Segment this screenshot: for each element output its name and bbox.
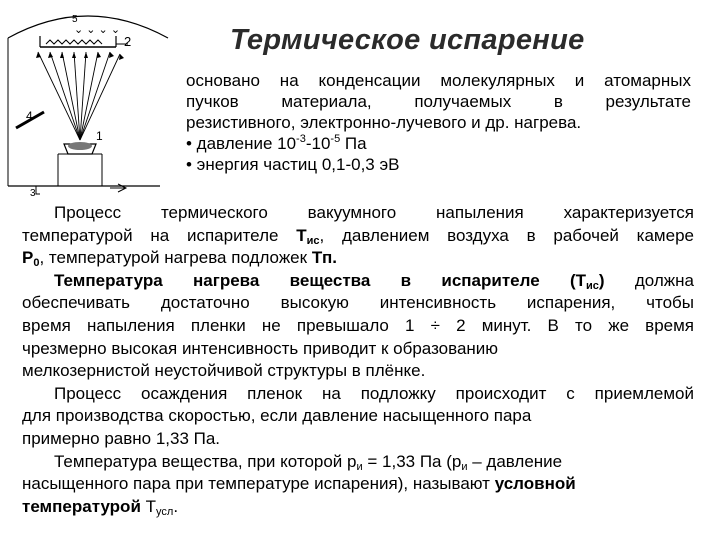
intro-line-1: основано на конденсации молекулярных и атомарных (186, 71, 691, 90)
pump-arrow (110, 184, 126, 192)
vapor-beams (38, 52, 120, 140)
p3-line-3: примерно равно 1,33 Па. (22, 428, 221, 448)
page-title: Термическое испарение (230, 24, 585, 56)
heater-zigzag (46, 40, 102, 44)
pressure-bullet: • давление $10^{-3}-10^{-5}$ Па (186, 133, 367, 153)
p2-line-2: обеспечивать достаточно высокую интенсивность испарения, чтобы (22, 293, 694, 313)
body-text (22, 202, 694, 518)
intro-block (186, 70, 691, 175)
intro-line-3: резистивного, электронно-лучевого и др. нагрева. (186, 113, 582, 132)
p1-line-1: Процесс термического вакуумного напыления характеризуется (54, 203, 694, 222)
label-5: 5 (72, 14, 78, 25)
p2-line-3: время напыления пленки не превышало 1 ÷ 2 минут. В то же время (22, 315, 694, 335)
p2-line-5: мелкозернистой неустойчивой структуры в плёнке. (22, 361, 426, 381)
p3-line-2: для производства скоростью, если давление насыщенного пара (22, 406, 532, 426)
p2-line-1: Температура нагрева вещества в испарителе $(Т_{ис})$ должна (54, 270, 694, 292)
svg-text:⌄ ⌄ ⌄ ⌄: ⌄ ⌄ ⌄ ⌄ (74, 24, 121, 36)
evaporation-diagram (0, 0, 200, 205)
evaporant (68, 142, 92, 150)
p1-line-2: температурой на испарителе $T_{ис}$, давлением воздуха в рабочей камере (22, 225, 694, 247)
energy-bullet: • энергия частиц 0,1-0,3 эВ (186, 155, 400, 174)
p2-line-4: чрезмерно высокая интенсивность приводит к образованию (22, 338, 499, 358)
p3-line-1: Процесс осаждения пленок на подложку происходит с приемлемой (54, 383, 694, 403)
p1-line-3: $P_0$, температурой нагрева подложек Тп. (22, 248, 337, 270)
p4-line-1: Температура вещества, при которой $р_и = 1,33$ Па ($р_и$ – давление (54, 451, 563, 473)
p4-line-2: насыщенного пара при температуре испарения), называют условной (22, 474, 576, 494)
label-3: 3 (30, 188, 36, 199)
label-1: 1 (96, 129, 103, 143)
p4-line-3: температурой $Т_{усл}$. (22, 496, 179, 518)
label-2: 2 (124, 34, 132, 49)
intro-line-2: пучков материала, получаемых в результате (186, 92, 691, 111)
beam-arrowheads (36, 52, 124, 60)
label-4: 4 (26, 109, 33, 123)
